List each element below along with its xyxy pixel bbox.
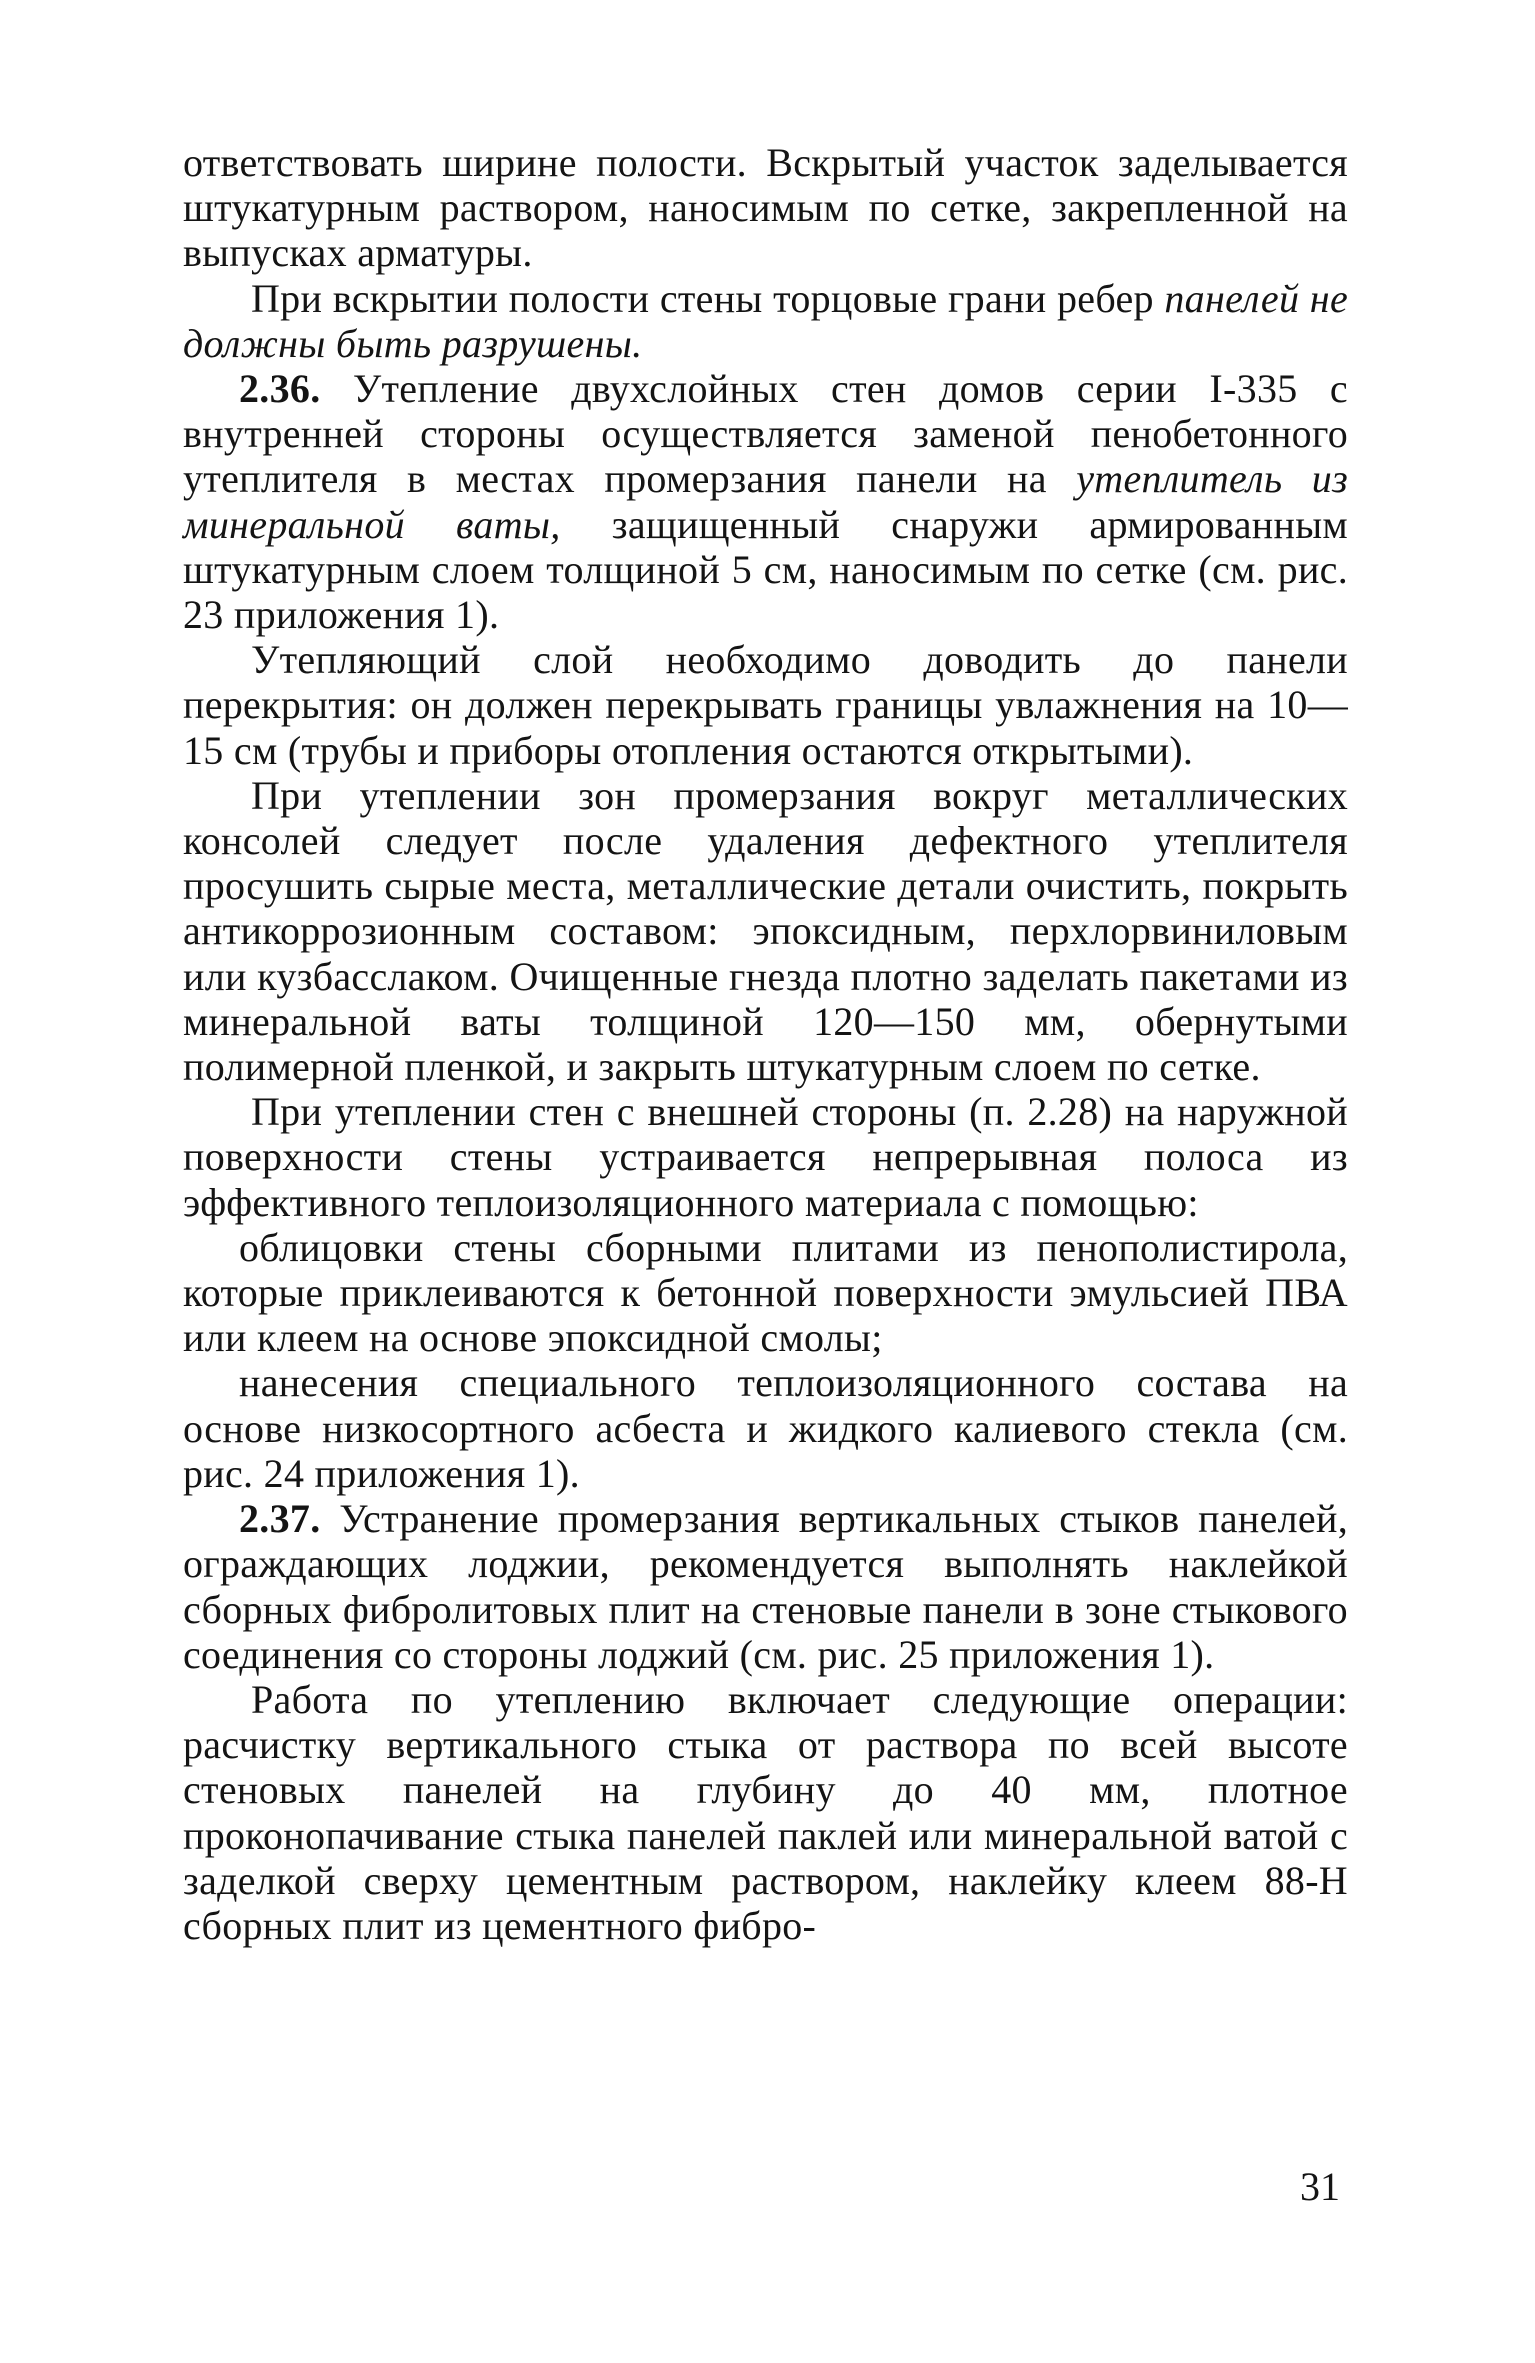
paragraph-continuation: ответствовать ширине полости. Вскрытый участок заделывается штукатурным раствором, наносимым по сетке, закрепленной на выпусках арматуры.	[183, 140, 1348, 276]
list-item: нанесения специального теплоизоляционного состава на основе низкосортного асбеста и жидкого калиевого стекла (см. рис. 24 приложения 1).	[183, 1360, 1348, 1496]
paragraph: Утепляющий слой необходимо доводить до панели перекрытия: он должен перекрывать границы увлажнения на 10—15 см (трубы и приборы отопления остаются открытыми).	[183, 637, 1348, 773]
paragraph-italic-text: панелей не должны быть разрушены.	[183, 275, 1348, 366]
list-item: облицовки стены сборными плитами из пенополистирола, которые приклеиваются к бетонной поверхности эмульсией ПВА или клеем на основе эпоксидной смолы;	[183, 1224, 1348, 1361]
paragraph: Работа по утеплению включает следующие операции: расчистку вертикального стыка от раствора по всей высоте стеновых панелей на глубину до 40 мм, плотное проконопачивание стыка панелей паклей или минеральной ватой с заделкой сверху цементным раствором, наклейку клеем 88-Н сборных плит из цементного фибро-	[183, 1676, 1348, 1948]
paragraph-text: При вскрытии полости стены торцовые грани ребер	[251, 275, 1165, 321]
paragraph-italic-text: утеплитель из минеральной ваты,	[183, 456, 1348, 547]
paragraph-text: Устранение промерзания вертикальных стыков панелей, ограждающих лоджии, рекомендуется выполнять наклейкой сборных фибролитовых плит на стеновые панели в зоне стыкового соединения со стороны лоджий (см. рис. 25 приложения 1).	[183, 1496, 1348, 1677]
section-2-37	[183, 1496, 1348, 1677]
paragraph: При утеплении стен с внешней стороны (п. 2.28) на наружной поверхности стены устраивается непрерывная полоса из эффективного теплоизоляционного материала с помощью:	[183, 1089, 1348, 1225]
section-number: 2.37.	[239, 1496, 321, 1542]
page-number: 31	[1300, 2164, 1340, 2209]
paragraph: При утеплении зон промерзания вокруг металлических консолей следует после удаления дефектного утеплителя просушить сырые места, металлические детали очистить, покрыть антикоррозионным составом: эпоксидным, перхлорвиниловым или кузбасслаком. Очищенные гнезда плотно заделать пакетами из минеральной ваты толщиной 120—150 мм, обернутыми полимерной пленкой, и закрыть штукатурным слоем по сетке.	[183, 772, 1348, 1090]
section-2-36	[183, 366, 1348, 637]
paragraph	[183, 276, 1348, 366]
paragraph-text: защищенный снаружи армированным штукатурным слоем толщиной 5 см, наносимым по сетке (см. рис. 23 приложения 1).	[183, 501, 1348, 638]
paragraph-text: Утепление двухслойных стен домов серии I-335 с внутренней стороны осуществляется заменой пенобетонного утеплителя в местах промерзания панели на	[183, 366, 1348, 502]
section-number: 2.36.	[239, 366, 321, 412]
body-text	[183, 140, 1348, 1948]
